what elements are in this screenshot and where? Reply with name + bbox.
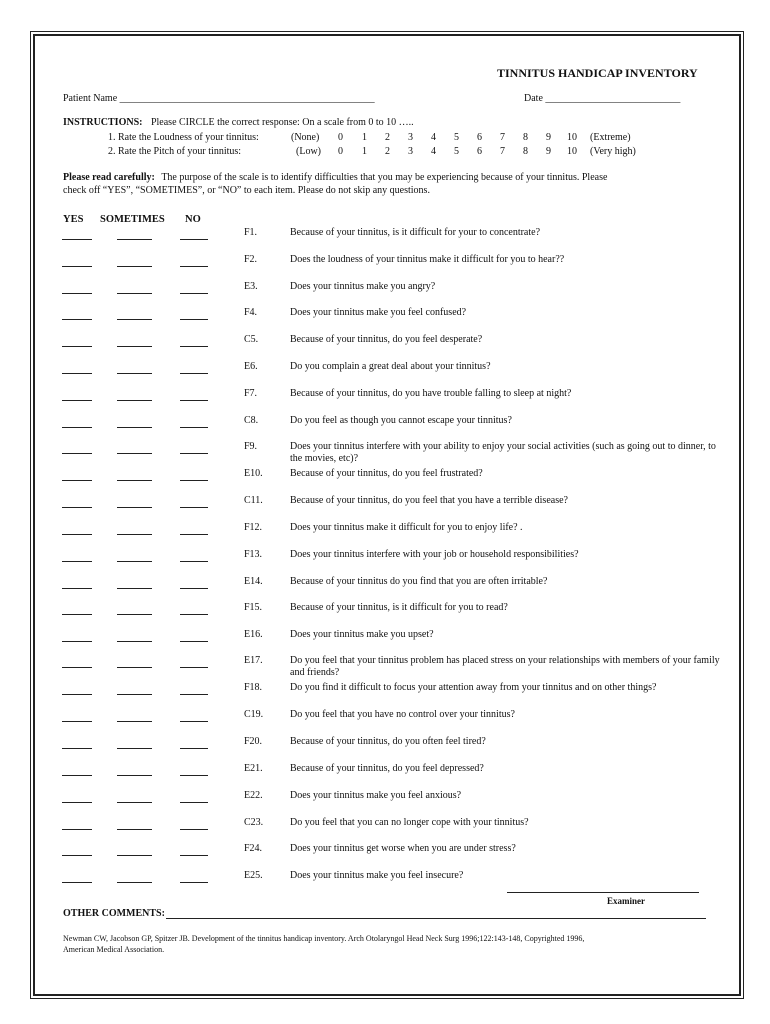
answer-sometimes-blank[interactable] (117, 309, 152, 320)
question-row (0, 388, 770, 402)
rating-scale-row (0, 146, 770, 160)
answer-no-blank[interactable] (180, 738, 208, 749)
question-row (0, 281, 770, 295)
question-text: Does your tinnitus make you feel insecure? (290, 870, 464, 881)
rating-scale-label: 1. Rate the Loudness of your tinnitus: (108, 132, 259, 143)
question-row (0, 655, 770, 678)
question-row (0, 870, 770, 884)
question-text: Do you feel as though you cannot escape your tinnitus? (290, 415, 512, 426)
rating-scale-number[interactable]: 3 (408, 132, 413, 143)
answer-sometimes-blank[interactable] (117, 819, 152, 830)
answer-sometimes-blank[interactable] (117, 417, 152, 428)
other-comments-label: OTHER COMMENTS: (63, 908, 165, 919)
question-text: Because of your tinnitus, do you have trouble falling to sleep at night? (290, 388, 572, 399)
answer-no-blank[interactable] (180, 443, 208, 454)
rating-scale-number[interactable]: 4 (431, 132, 436, 143)
question-row (0, 629, 770, 643)
question-row (0, 817, 770, 831)
question-code: E6. (244, 361, 258, 372)
question-row (0, 843, 770, 857)
answer-sometimes-blank[interactable] (117, 443, 152, 454)
question-code: F24. (244, 843, 263, 854)
question-text: Does the loudness of your tinnitus make it difficult for you to hear?? (290, 254, 565, 265)
question-text: Does your tinnitus make it difficult for you to enjoy life? . (290, 522, 523, 533)
citation-line1: Newman CW, Jacobson GP, Spitzer JB. Development of the tinnitus handicap inventory. Arch Otolaryngol Head Neck Surg 1996;122:143-148, Copyrighted 1996, (63, 934, 585, 943)
answer-no-blank[interactable] (180, 819, 208, 830)
rating-scale-number[interactable]: 7 (500, 132, 505, 143)
instructions (63, 117, 414, 128)
question-text: Do you complain a great deal about your tinnitus? (290, 361, 491, 372)
rating-scale-number[interactable]: 5 (454, 146, 459, 157)
answer-yes-blank[interactable] (62, 309, 92, 320)
question-row (0, 254, 770, 268)
question-code: C19. (244, 709, 264, 720)
answer-no-blank[interactable] (180, 765, 208, 776)
answer-no-blank[interactable] (180, 417, 208, 428)
answer-yes-blank[interactable] (62, 336, 92, 347)
form-title: TINNITUS HANDICAP INVENTORY (497, 66, 698, 80)
question-text: Because of your tinnitus, do you feel frustrated? (290, 468, 483, 479)
answer-sometimes-blank[interactable] (117, 524, 152, 535)
answer-sometimes-blank[interactable] (117, 604, 152, 615)
other-comments-line[interactable] (166, 918, 706, 919)
answer-yes-blank[interactable] (62, 443, 92, 454)
rating-scale-number[interactable]: 10 (567, 146, 577, 157)
answer-sometimes-blank[interactable] (117, 229, 152, 240)
question-code: E25. (244, 870, 263, 881)
answer-sometimes-blank[interactable] (117, 845, 152, 856)
question-code: F20. (244, 736, 263, 747)
answer-no-blank[interactable] (180, 711, 208, 722)
answer-no-blank[interactable] (180, 470, 208, 481)
answer-yes-blank[interactable] (62, 578, 92, 589)
question-text: Do you find it difficult to focus your attention away from your tinnitus and on other things? (290, 682, 657, 693)
rating-scale-number[interactable]: 8 (523, 132, 528, 143)
question-text: Does your tinnitus make you feel confused? (290, 307, 467, 318)
answer-yes-blank[interactable] (62, 657, 92, 668)
question-row (0, 576, 770, 590)
answer-sometimes-blank[interactable] (117, 390, 152, 401)
answer-sometimes-blank[interactable] (117, 256, 152, 267)
question-row (0, 334, 770, 348)
rating-scale-high: (Extreme) (590, 132, 631, 143)
question-text: Do you feel that your tinnitus problem has placed stress on your relationships with members of your family and friends? (290, 655, 720, 678)
answer-no-blank[interactable] (180, 684, 208, 695)
answer-no-blank[interactable] (180, 872, 208, 883)
answer-no-blank[interactable] (180, 631, 208, 642)
column-sometimes: SOMETIMES (100, 214, 165, 225)
answer-no-blank[interactable] (180, 390, 208, 401)
question-row (0, 682, 770, 696)
answer-no-blank[interactable] (180, 256, 208, 267)
rating-scale-number[interactable]: 8 (523, 146, 528, 157)
answer-yes-blank[interactable] (62, 470, 92, 481)
answer-yes-blank[interactable] (62, 524, 92, 535)
answer-yes-blank[interactable] (62, 390, 92, 401)
answer-yes-blank[interactable] (62, 417, 92, 428)
answer-no-blank[interactable] (180, 792, 208, 803)
rating-scale-high: (Very high) (590, 146, 636, 157)
answer-yes-blank[interactable] (62, 497, 92, 508)
answer-no-blank[interactable] (180, 309, 208, 320)
rating-scale-number[interactable]: 6 (477, 132, 482, 143)
answer-sometimes-blank[interactable] (117, 765, 152, 776)
question-code: E16. (244, 629, 263, 640)
answer-sometimes-blank[interactable] (117, 657, 152, 668)
instructions-text: Please CIRCLE the correct response: On a scale from 0 to 10 ….. (150, 117, 414, 128)
answer-yes-blank[interactable] (62, 711, 92, 722)
question-code: E22. (244, 790, 263, 801)
question-text: Do you feel that you can no longer cope with your tinnitus? (290, 817, 529, 828)
answer-sometimes-blank[interactable] (117, 792, 152, 803)
question-code: F2. (244, 254, 258, 265)
answer-sometimes-blank[interactable] (117, 363, 152, 374)
rating-scale-number[interactable]: 0 (338, 132, 343, 143)
answer-no-blank[interactable] (180, 229, 208, 240)
question-text: Does your tinnitus make you angry? (290, 281, 436, 292)
answer-no-blank[interactable] (180, 604, 208, 615)
question-text: Does your tinnitus get worse when you are under stress? (290, 843, 516, 854)
question-row (0, 415, 770, 429)
question-row (0, 441, 770, 464)
answer-yes-blank[interactable] (62, 631, 92, 642)
answer-sometimes-blank[interactable] (117, 684, 152, 695)
answer-yes-blank[interactable] (62, 872, 92, 883)
question-text: Because of your tinnitus, do you feel depressed? (290, 763, 484, 774)
rating-scale-number[interactable]: 6 (477, 146, 482, 157)
question-text: Does your tinnitus make you upset? (290, 629, 434, 640)
answer-sometimes-blank[interactable] (117, 497, 152, 508)
question-code: C5. (244, 334, 259, 345)
rating-scale-number[interactable]: 2 (385, 132, 390, 143)
question-code: F7. (244, 388, 258, 399)
rating-scale-number[interactable]: 0 (338, 146, 343, 157)
answer-yes-blank[interactable] (62, 551, 92, 562)
rating-scale-number[interactable]: 2 (385, 146, 390, 157)
question-code: E21. (244, 763, 263, 774)
rating-scale-low: (None) (291, 132, 320, 143)
answer-yes-blank[interactable] (62, 283, 92, 294)
rating-scale-number[interactable]: 1 (362, 146, 367, 157)
question-row (0, 790, 770, 804)
column-yes: YES (63, 214, 84, 225)
answer-sometimes-blank[interactable] (117, 711, 152, 722)
question-text: Do you feel that you have no control over your tinnitus? (290, 709, 515, 720)
rating-scale-number[interactable]: 10 (567, 132, 577, 143)
question-row (0, 307, 770, 321)
answer-yes-blank[interactable] (62, 845, 92, 856)
rating-scale-row (0, 132, 770, 146)
question-row (0, 361, 770, 375)
answer-no-blank[interactable] (180, 336, 208, 347)
question-code: F13. (244, 549, 263, 560)
question-code: F1. (244, 227, 258, 238)
answer-sometimes-blank[interactable] (117, 872, 152, 883)
answer-no-blank[interactable] (180, 497, 208, 508)
answer-no-blank[interactable] (180, 845, 208, 856)
question-text: Because of your tinnitus, do you feel that you have a terrible disease? (290, 495, 568, 506)
question-code: F15. (244, 602, 263, 613)
question-text: Because of your tinnitus, do you feel desperate? (290, 334, 483, 345)
answer-no-blank[interactable] (180, 578, 208, 589)
date-field[interactable]: Date ___________________________ (524, 93, 681, 104)
question-code: C23. (244, 817, 264, 828)
answer-yes-blank[interactable] (62, 765, 92, 776)
question-text: Because of your tinnitus, is it difficult for your to concentrate? (290, 227, 541, 238)
answer-yes-blank[interactable] (62, 792, 92, 803)
answer-sometimes-blank[interactable] (117, 283, 152, 294)
question-text: Because of your tinnitus, is it difficult for you to read? (290, 602, 508, 613)
read-carefully-text: The purpose of the scale is to identify difficulties that you may be experiencing because of your tinnitus. Please (161, 172, 608, 183)
question-text: Because of your tinnitus do you find that you are often irritable? (290, 576, 548, 587)
answer-yes-blank[interactable] (62, 684, 92, 695)
answer-yes-blank[interactable] (62, 229, 92, 240)
question-row (0, 227, 770, 241)
question-code: F18. (244, 682, 263, 693)
answer-no-blank[interactable] (180, 524, 208, 535)
question-text: Does your tinnitus interfere with your ability to enjoy your social activities (such as going out to dinner, to the movies, etc)? (290, 441, 716, 464)
question-row (0, 468, 770, 482)
question-code: E10. (244, 468, 263, 479)
question-code: E3. (244, 281, 258, 292)
instructions-heading: INSTRUCTIONS: (63, 117, 143, 128)
answer-yes-blank[interactable] (62, 604, 92, 615)
column-no: NO (185, 214, 201, 225)
read-carefully-heading: Please read carefully: (63, 172, 155, 183)
rating-scale-number[interactable]: 9 (546, 146, 551, 157)
question-code: F9. (244, 441, 258, 452)
answer-no-blank[interactable] (180, 657, 208, 668)
rating-scale-low: (Low) (296, 146, 321, 157)
answer-sometimes-blank[interactable] (117, 631, 152, 642)
patient-name-field[interactable]: Patient Name ___________________________________________________ (63, 93, 375, 104)
rating-scale-number[interactable]: 4 (431, 146, 436, 157)
answer-sometimes-blank[interactable] (117, 738, 152, 749)
answer-sometimes-blank[interactable] (117, 336, 152, 347)
question-row (0, 602, 770, 616)
question-row (0, 709, 770, 723)
question-text: Because of your tinnitus, do you often feel tired? (290, 736, 486, 747)
rating-scale-number[interactable]: 5 (454, 132, 459, 143)
question-text: Does your tinnitus interfere with your job or household responsibilities? (290, 549, 579, 560)
answer-yes-blank[interactable] (62, 363, 92, 374)
question-code: F4. (244, 307, 258, 318)
question-code: C8. (244, 415, 259, 426)
question-row (0, 522, 770, 536)
examiner-signature-line[interactable] (507, 892, 699, 893)
citation-line2: American Medical Association. (63, 945, 165, 954)
answer-no-blank[interactable] (180, 283, 208, 294)
rating-scale-number[interactable]: 3 (408, 146, 413, 157)
answer-yes-blank[interactable] (62, 256, 92, 267)
read-carefully-line1 (63, 172, 607, 183)
question-row (0, 549, 770, 563)
question-row (0, 495, 770, 509)
rating-scale-number[interactable]: 1 (362, 132, 367, 143)
answer-sometimes-blank[interactable] (117, 470, 152, 481)
answer-yes-blank[interactable] (62, 819, 92, 830)
question-row (0, 763, 770, 777)
rating-scale-number[interactable]: 9 (546, 132, 551, 143)
answer-sometimes-blank[interactable] (117, 551, 152, 562)
question-code: E17. (244, 655, 263, 666)
question-code: C11. (244, 495, 263, 506)
answer-yes-blank[interactable] (62, 738, 92, 749)
answer-no-blank[interactable] (180, 551, 208, 562)
read-carefully-line2: check off “YES”, “SOMETIMES”, or “NO” to each item. Please do not skip any questions. (63, 185, 430, 196)
answer-no-blank[interactable] (180, 363, 208, 374)
question-code: E14. (244, 576, 263, 587)
question-text: Does your tinnitus make you feel anxious? (290, 790, 462, 801)
question-row (0, 736, 770, 750)
rating-scale-number[interactable]: 7 (500, 146, 505, 157)
rating-scale-label: 2. Rate the Pitch of your tinnitus: (108, 146, 242, 157)
question-code: F12. (244, 522, 263, 533)
answer-sometimes-blank[interactable] (117, 578, 152, 589)
examiner-label: Examiner (607, 896, 645, 906)
